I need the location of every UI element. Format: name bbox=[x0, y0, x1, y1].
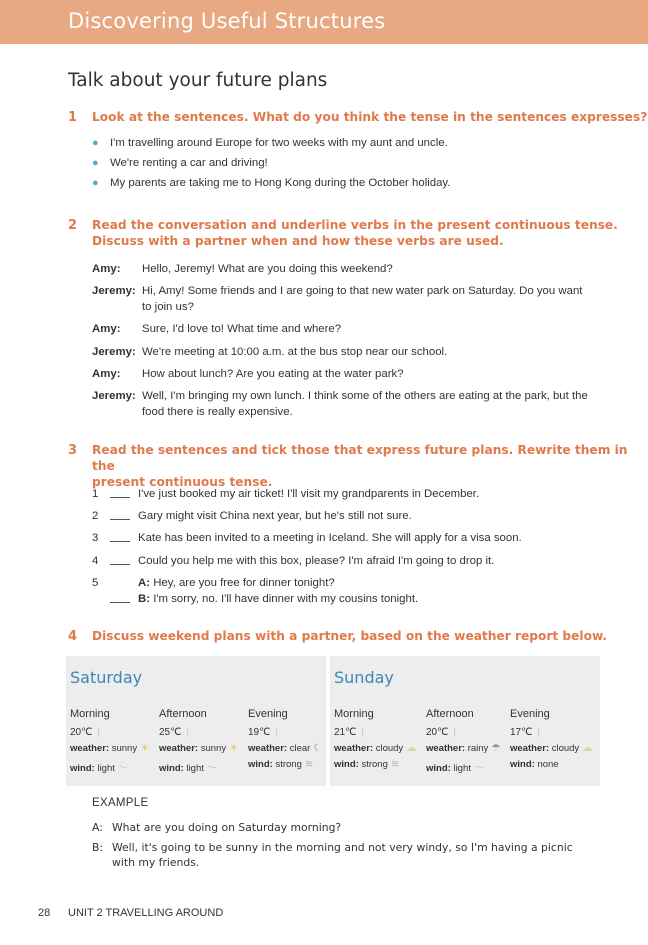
q1-bullet-text: We're renting a car and driving! bbox=[110, 157, 268, 169]
weather-condition bbox=[248, 743, 322, 754]
cloud-icon: ☁ bbox=[582, 743, 593, 754]
weather-value: clear bbox=[289, 743, 311, 754]
wind-strong-icon: ≋ bbox=[304, 759, 314, 770]
dialogue-text: Hi, Amy! Some friends and I are going to that new water park on Saturday. Do you want to join us? bbox=[142, 285, 583, 313]
dialogue-speaker: Amy: bbox=[92, 323, 121, 335]
dialogue-text: Well, I'm bringing my own lunch. I think some of the others are eating at the park, but the food there is really expensive. bbox=[142, 390, 588, 418]
page-header-title: Discovering Useful Structures bbox=[68, 9, 386, 33]
period-label: Evening bbox=[510, 708, 550, 720]
wind-light-icon: 〜 bbox=[473, 763, 484, 774]
wind-label: wind: bbox=[248, 759, 273, 770]
weather-condition bbox=[334, 743, 416, 754]
wind-value: none bbox=[537, 759, 559, 770]
wind-condition bbox=[248, 759, 313, 770]
thermometer-icon: ❘ bbox=[451, 728, 459, 737]
dialogue-text: How about lunch? Are you eating at the water park? bbox=[142, 368, 404, 380]
question-4-number: 4 bbox=[68, 629, 78, 644]
unit-title: UNIT 2 TRAVELLING AROUND bbox=[68, 907, 224, 919]
wind-value: strong bbox=[361, 759, 388, 770]
dialogue-text: Hello, Jeremy! What are you doing this weekend? bbox=[142, 263, 393, 275]
cloud-icon: ☁ bbox=[406, 743, 417, 754]
weather-label: weather: bbox=[426, 743, 466, 754]
weather-value: cloudy bbox=[375, 743, 404, 754]
wind-value: light bbox=[186, 763, 204, 774]
section-title: Talk about your future plans bbox=[68, 70, 328, 91]
period-label: Morning bbox=[334, 708, 374, 720]
period-label: Morning bbox=[70, 708, 110, 720]
tick-blank[interactable] bbox=[110, 541, 130, 542]
temperature-value: 19℃ bbox=[248, 727, 271, 738]
weather-label: weather: bbox=[510, 743, 550, 754]
period-label: Afternoon bbox=[426, 708, 474, 720]
task-number: 2 bbox=[92, 510, 99, 522]
weather-condition bbox=[159, 743, 238, 754]
wind-value: strong bbox=[275, 759, 302, 770]
sunday-title: Sunday bbox=[334, 668, 394, 687]
thermometer-icon: ❘ bbox=[184, 728, 192, 737]
wind-light-icon: 〜 bbox=[117, 763, 128, 774]
temperature bbox=[248, 727, 280, 738]
q1-bullet-text: My parents are taking me to Hong Kong during the October holiday. bbox=[110, 177, 451, 189]
temperature-value: 25℃ bbox=[159, 727, 182, 738]
thermometer-icon: ❘ bbox=[273, 728, 281, 737]
saturday-title: Saturday bbox=[70, 668, 143, 687]
task-number: 1 bbox=[92, 488, 99, 500]
page-number: 28 bbox=[38, 907, 51, 919]
bullet-icon: ● bbox=[92, 177, 99, 189]
task-text: Gary might visit China next year, but he's still not sure. bbox=[138, 510, 412, 522]
weather-value: rainy bbox=[467, 743, 489, 754]
task-text-a bbox=[138, 575, 335, 591]
weather-report bbox=[66, 656, 600, 786]
temperature bbox=[70, 727, 102, 738]
thermometer-icon: ❘ bbox=[535, 728, 543, 737]
example-speaker-a: A: bbox=[92, 821, 103, 834]
temperature-value: 21℃ bbox=[334, 727, 357, 738]
moon-icon: ☾ bbox=[313, 743, 323, 754]
wind-strong-icon: ≋ bbox=[390, 759, 400, 770]
wind-label: wind: bbox=[334, 759, 359, 770]
task-number: 3 bbox=[92, 532, 99, 544]
question-3-number: 3 bbox=[68, 443, 78, 458]
weather-label: weather: bbox=[159, 743, 199, 754]
sunday-panel bbox=[330, 656, 600, 786]
sun-icon: ☀ bbox=[229, 743, 239, 754]
example-heading: EXAMPLE bbox=[92, 797, 149, 809]
task-number: 4 bbox=[92, 555, 99, 567]
example-speaker-b: B: bbox=[92, 841, 104, 854]
wind-value: light bbox=[453, 763, 471, 774]
tick-blank[interactable] bbox=[110, 519, 130, 520]
wind-label: wind: bbox=[159, 763, 184, 774]
wind-label: wind: bbox=[426, 763, 451, 774]
dialogue-speaker: Jeremy: bbox=[92, 346, 136, 358]
dialogue-text: We're meeting at 10:00 a.m. at the bus stop near our school. bbox=[142, 346, 448, 358]
sun-icon: ☀ bbox=[140, 743, 150, 754]
bullet-icon: ● bbox=[92, 137, 99, 149]
example-text-a: What are you doing on Saturday morning? bbox=[112, 821, 342, 834]
dialogue-speaker: Amy: bbox=[92, 263, 121, 275]
period-label: Afternoon bbox=[159, 708, 207, 720]
dialogue-speaker: Jeremy: bbox=[92, 390, 136, 402]
task-text-b bbox=[138, 591, 418, 607]
wind-condition bbox=[426, 759, 484, 774]
wind-condition bbox=[334, 759, 399, 770]
temperature bbox=[334, 727, 366, 738]
tick-blank[interactable] bbox=[110, 497, 130, 498]
tick-blank[interactable] bbox=[110, 564, 130, 565]
task-number: 5 bbox=[92, 577, 99, 589]
question-3-text bbox=[92, 442, 648, 490]
weather-condition bbox=[426, 743, 500, 754]
weather-label: weather: bbox=[248, 743, 288, 754]
question-2-text-line-2: Discuss with a partner when and how these verbs are used. bbox=[92, 234, 504, 248]
weather-value: cloudy bbox=[551, 743, 580, 754]
period-label: Evening bbox=[248, 708, 288, 720]
question-2-text-line-1: Read the conversation and underline verbs in the present continuous tense. bbox=[92, 218, 618, 232]
weather-label: weather: bbox=[70, 743, 110, 754]
temperature-value: 17℃ bbox=[510, 727, 533, 738]
temperature bbox=[426, 727, 458, 738]
question-4-text: Discuss weekend plans with a partner, based on the weather report below. bbox=[92, 629, 608, 643]
dialogue-speaker: Jeremy: bbox=[92, 285, 136, 297]
wind-condition bbox=[70, 759, 128, 774]
wind-condition bbox=[510, 759, 559, 770]
speaker-a-label: A: bbox=[138, 577, 151, 589]
temperature bbox=[510, 727, 542, 738]
tick-blank[interactable] bbox=[110, 602, 130, 603]
saturday-panel bbox=[66, 656, 326, 786]
thermometer-icon: ❘ bbox=[359, 728, 367, 737]
wind-condition bbox=[159, 759, 217, 774]
task-text: I've just booked my air ticket! I'll visit my grandparents in December. bbox=[138, 488, 480, 500]
wind-label: wind: bbox=[510, 759, 535, 770]
bullet-icon: ● bbox=[92, 157, 99, 169]
weather-condition bbox=[510, 743, 592, 754]
thermometer-icon: ❘ bbox=[95, 728, 103, 737]
task-item bbox=[92, 575, 597, 609]
weather-condition bbox=[70, 743, 149, 754]
rain-icon: ☂ bbox=[491, 743, 501, 754]
question-2-text bbox=[92, 217, 618, 249]
wind-value: light bbox=[97, 763, 115, 774]
dialogue-speaker: Amy: bbox=[92, 368, 121, 380]
dialogue-text: Sure, I'd love to! What time and where? bbox=[142, 323, 342, 335]
question-1-number: 1 bbox=[68, 110, 78, 125]
question-2-number: 2 bbox=[68, 218, 78, 233]
weather-label: weather: bbox=[334, 743, 374, 754]
temperature-value: 20℃ bbox=[70, 727, 93, 738]
question-3-text-line-2: present continuous tense. bbox=[92, 475, 273, 489]
weather-value: sunny bbox=[200, 743, 227, 754]
weather-value: sunny bbox=[111, 743, 138, 754]
speaker-a-text: Hey, are you free for dinner tonight? bbox=[153, 577, 335, 589]
wind-light-icon: 〜 bbox=[206, 763, 217, 774]
task-text: Kate has been invited to a meeting in Iceland. She will apply for a visa soon. bbox=[138, 532, 522, 544]
speaker-b-label: B: bbox=[138, 593, 151, 605]
q1-bullet-text: I'm travelling around Europe for two weeks with my aunt and uncle. bbox=[110, 137, 448, 149]
example-text-b: Well, it's going to be sunny in the morning and not very windy, so I'm having a picnic with my friends. bbox=[112, 841, 573, 869]
wind-label: wind: bbox=[70, 763, 95, 774]
speaker-b-text: I'm sorry, no. I'll have dinner with my cousins tonight. bbox=[153, 593, 419, 605]
temperature bbox=[159, 727, 191, 738]
task-text: Could you help me with this box, please? I'm afraid I'm going to drop it. bbox=[138, 555, 495, 567]
question-3-text-line-1: Read the sentences and tick those that express future plans. Rewrite them in the bbox=[92, 443, 628, 473]
question-1-text: Look at the sentences. What do you think the tense in the sentences expresses? bbox=[92, 110, 648, 124]
temperature-value: 20℃ bbox=[426, 727, 449, 738]
header-bar bbox=[0, 0, 648, 44]
